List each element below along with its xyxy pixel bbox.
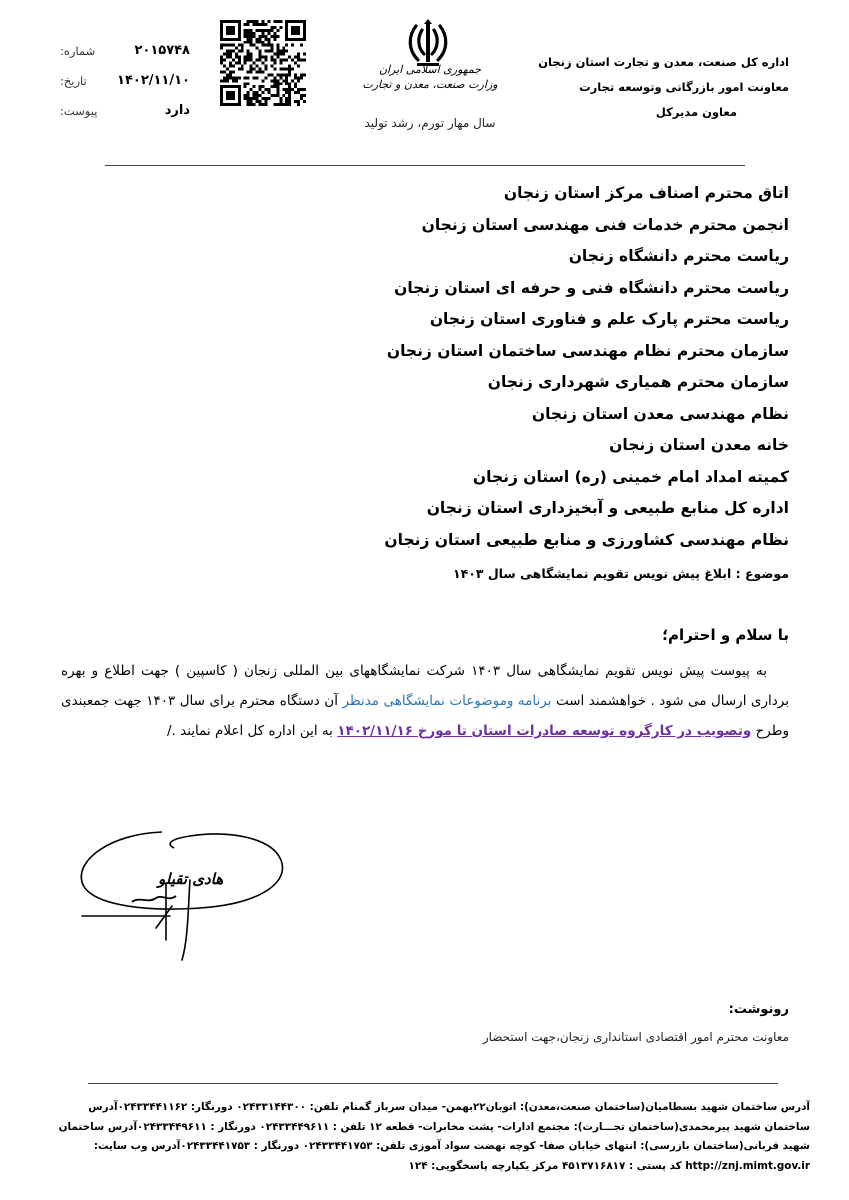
letter-body: [61, 656, 789, 746]
qr-code: [220, 20, 306, 106]
body-text: به این اداره کل اعلام نمایند ./: [166, 723, 338, 739]
footer-line: آدرس ساختمان شهید بسطامیان(ساختمان صنعت،معدن): اتوبان۲۲بهمن- میدان سرباز گمنام تلفن: ۰۲۴۳۳۱۴۴۳۰۰ دورنگار: ۰۲۴۳۳۴۴۱۱۶۲آدرس: [88, 1101, 810, 1113]
recipient-item: انجمن محترم خدمات فنی مهندسی استان زنجان: [421, 215, 789, 234]
recipient-item: کمیته امداد امام خمینی (ره) استان زنجان: [472, 467, 789, 486]
recipient-item: خانه معدن استان زنجان: [609, 436, 789, 454]
footer-line: شهید قربانی(ساختمان بازرسی): انتهای خیابان صفا- کوچه نهضت سواد آموزی تلفن: ۰۲۴۳۳۴۴۱۷۵۳ دورنگار : ۰۲۴۳۳۴۴۱۷۵۳آدرس وب سایت:: [93, 1140, 810, 1152]
cc-text: معاونت محترم امور اقتصادی استانداری زنجان،جهت استحضار: [482, 1030, 789, 1044]
recipient-item: نظام مهندسی کشاورزی و منابع طبیعی استان زنجان: [384, 530, 789, 549]
signatory-name: هادی تقیلو: [158, 870, 224, 888]
recipient-item: سازمان محترم نظام مهندسی ساختمان استان زنجان: [386, 341, 789, 360]
meta-date: [60, 66, 190, 96]
recipient-item: نظام مهندسی معدن استان زنجان: [531, 404, 789, 423]
footer-divider: [88, 1083, 778, 1084]
org-line: معاون مدیرکل: [655, 105, 737, 119]
footer-contact: [40, 1098, 810, 1176]
footer-line: ساختمان شهید پیرمحمدی(ساختمان تجـــارت): مجتمع ادارات- پشت مخابرات- قطعه ۱۲ تلفن : ۰۲۴۳۳۴۴۹۶۱۱ دورنگار : ۰۲۴۳۳۴۴۹۶۱۱آدرس ساختمان: [58, 1120, 810, 1133]
org-line: معاونت امور بازرگانی وتوسعه تجارت: [579, 80, 789, 94]
recipient-item: اتاق محترم اصناف مرکز استان زنجان: [503, 184, 789, 202]
ministry-logotype: [345, 62, 515, 92]
body-text: به پیوست پیش نویس تقویم نمایشگاهی سال ۱۴۰۳ شرکت نمایشگاههای بین المللی زنجان ( کاسپین ) جهت اطلاع و بهره برداری ارسال می شود . خواهشمند است: [61, 663, 789, 709]
ministry-line: وزارت صنعت، معدن و تجارت: [362, 78, 498, 91]
cc-title: رونوشت:: [728, 1002, 789, 1017]
body-text: آن دستگاه محترم برای سال ۱۴۰۳ جهت جمعبندی وطرح: [61, 693, 789, 739]
header-divider: [105, 165, 745, 166]
recipient-item: ریاست محترم دانشگاه فنی و حرفه ای استان زنجان: [394, 278, 789, 297]
recipient-item: ریاست محترم دانشگاه زنجان: [568, 247, 789, 265]
recipient-item: سازمان محترم همیاری شهرداری زنجان: [487, 373, 789, 391]
body-highlight-deadline: وتصویب در کارگروه توسعه صادرات استان تا مورخ ۱۴۰۲/۱۱/۱۶: [337, 723, 752, 739]
greeting: با سلام و احترام؛: [662, 626, 789, 644]
ministry-line: جمهوری اسلامی ایران: [378, 63, 482, 76]
year-motto: سال مهار تورم، رشد تولید: [364, 116, 496, 130]
recipient-item: اداره کل منابع طبیعی و آبخیزداری استان زنجان: [426, 499, 789, 517]
meta-attachment: [60, 96, 190, 126]
body-paragraph: [61, 656, 789, 746]
letter-subject: موضوع : ابلاغ پیش نویس تقویم نمایشگاهی سال ۱۴۰۳: [452, 566, 789, 581]
recipient-item: ریاست محترم پارک علم و فناوری استان زنجان: [429, 310, 789, 328]
organization-header: [529, 50, 789, 125]
meta-number: [60, 36, 190, 66]
org-line: اداره کل صنعت، معدن و تجارت استان زنجان: [538, 55, 789, 69]
footer-line: http://znj.mimt.gov.ir کد پستی : ۴۵۱۳۷۱۶۸۱۷ مرکز یکپارچه پاسخگویی: ۱۲۴: [408, 1159, 810, 1172]
letter-meta: [60, 36, 190, 126]
meta-label: تاریخ:: [60, 74, 87, 88]
handwritten-signature: [70, 820, 300, 970]
meta-label: شماره:: [60, 44, 96, 58]
meta-value: دارد: [164, 103, 190, 118]
body-highlight-blue: برنامه وموضوعات نمایشگاهی مدنظر: [342, 693, 552, 709]
meta-label: پیوست:: [60, 104, 98, 118]
meta-value: ۲۰۱۵۷۴۸: [134, 43, 190, 58]
recipients-list: [289, 178, 789, 556]
meta-value: ۱۴۰۲/۱۱/۱۰: [117, 73, 190, 88]
